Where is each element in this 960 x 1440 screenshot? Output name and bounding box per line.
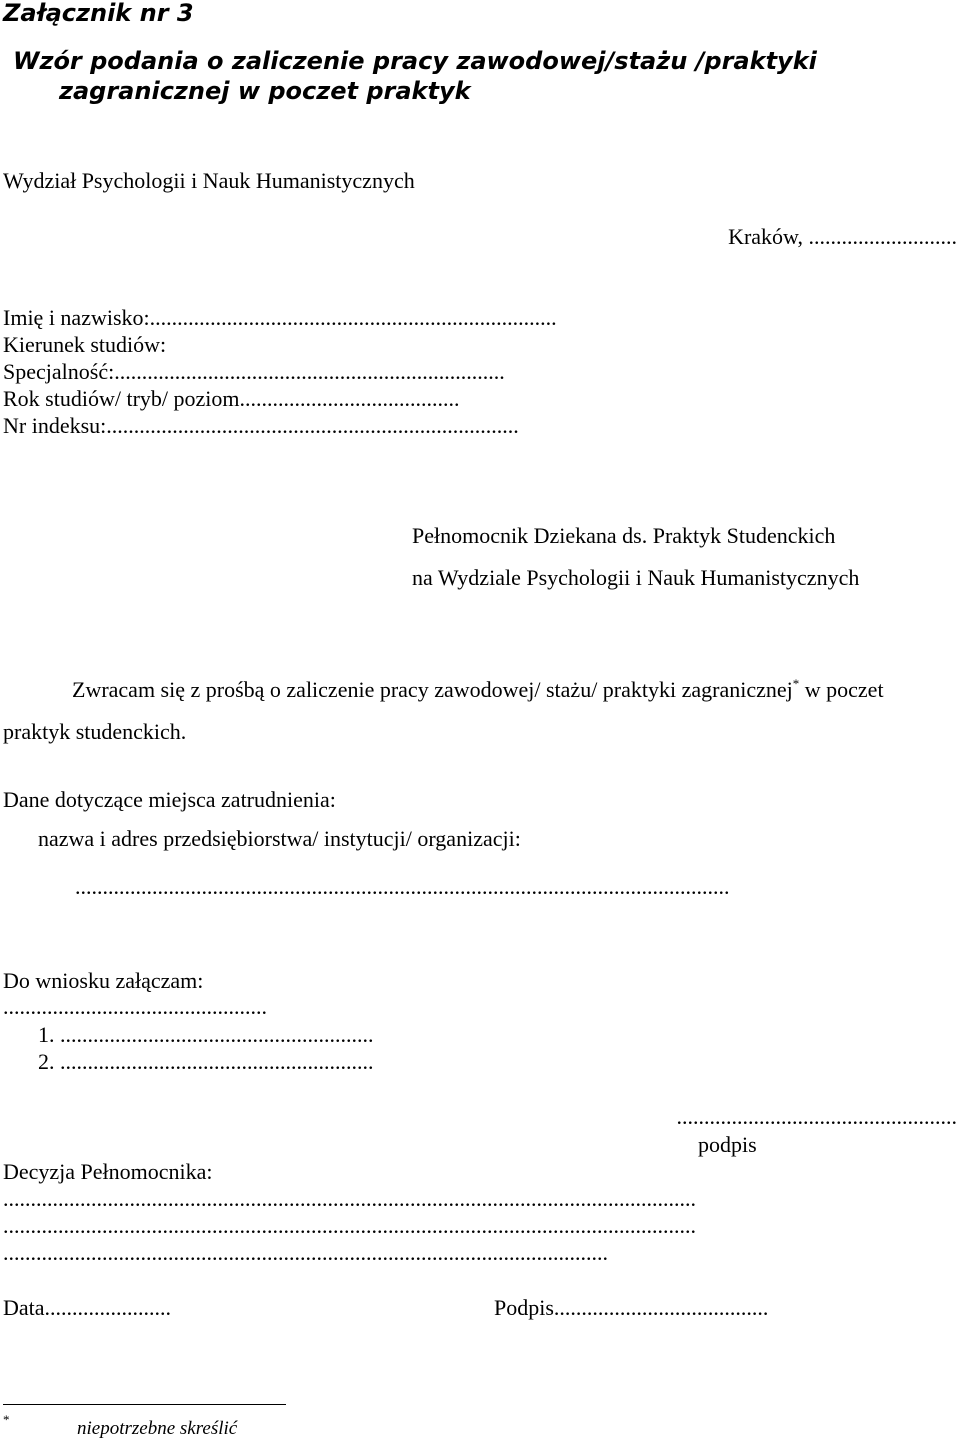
faculty-name: Wydział Psychologii i Nauk Humanistycznych — [3, 168, 415, 193]
addressee-line-1: Pełnomocnik Dziekana ds. Praktyk Studenckich — [412, 523, 836, 548]
footnote-separator — [3, 1404, 286, 1405]
request-text-line-1 — [72, 677, 884, 703]
specialization-field: Specjalność:....................................................................... — [3, 359, 505, 384]
student-id-field: Nr indeksu:........................................................................... — [3, 413, 519, 438]
document-title-line-2: zagranicznej w poczet praktyk — [59, 77, 471, 105]
company-field: ....................................................................................................................... — [75, 874, 730, 899]
annex-label: Załącznik nr 3 — [3, 0, 194, 27]
attachment-item-2: 2. ......................................................... — [38, 1049, 374, 1074]
field-of-study-field: Kierunek studiów: — [3, 332, 167, 357]
request-text: Zwracam się z prośbą o zaliczenie pracy zawodowej/ stażu/ praktyki zagranicznej — [72, 677, 793, 702]
decision-date-field: Data....................... — [3, 1295, 172, 1320]
decision-line-3: .............................................................................................................. — [3, 1240, 608, 1265]
decision-line-2: .............................................................................................................................. — [3, 1213, 696, 1238]
decision-heading: Decyzja Pełnomocnika: — [3, 1159, 213, 1184]
addressee-line-2: na Wydziale Psychologii i Nauk Humanistycznych — [412, 565, 860, 590]
request-text-line-2: praktyk studenckich. — [3, 719, 187, 744]
attachment-item-1: 1. ......................................................... — [38, 1022, 374, 1047]
decision-signature-field: Podpis....................................... — [494, 1295, 769, 1320]
request-text-end: w poczet — [799, 677, 884, 702]
name-field: Imię i nazwisko:.......................................................................... — [3, 305, 557, 330]
place-date-field: Kraków, ........................... — [728, 224, 957, 249]
signature-line: ................................................... — [676, 1104, 957, 1129]
study-year-mode-level-field: Rok studiów/ tryb/ poziom........................................ — [3, 386, 460, 411]
attachments-blank: ................................................ — [3, 994, 267, 1019]
footnote-marker: * — [792, 676, 800, 691]
attachments-heading: Do wniosku załączam: — [3, 968, 204, 993]
footnote-marker-bottom: * — [3, 1412, 10, 1427]
document-title-line-1: Wzór podania o zaliczenie pracy zawodowej/stażu /praktyki — [13, 47, 817, 75]
employment-heading: Dane dotyczące miejsca zatrudnienia: — [3, 787, 336, 812]
signature-label: podpis — [698, 1132, 757, 1157]
company-label: nazwa i adres przedsiębiorstwa/ instytucji/ organizacji: — [38, 826, 521, 851]
decision-line-1: .............................................................................................................................. — [3, 1186, 696, 1211]
footnote-text: niepotrzebne skreślić — [77, 1418, 238, 1439]
